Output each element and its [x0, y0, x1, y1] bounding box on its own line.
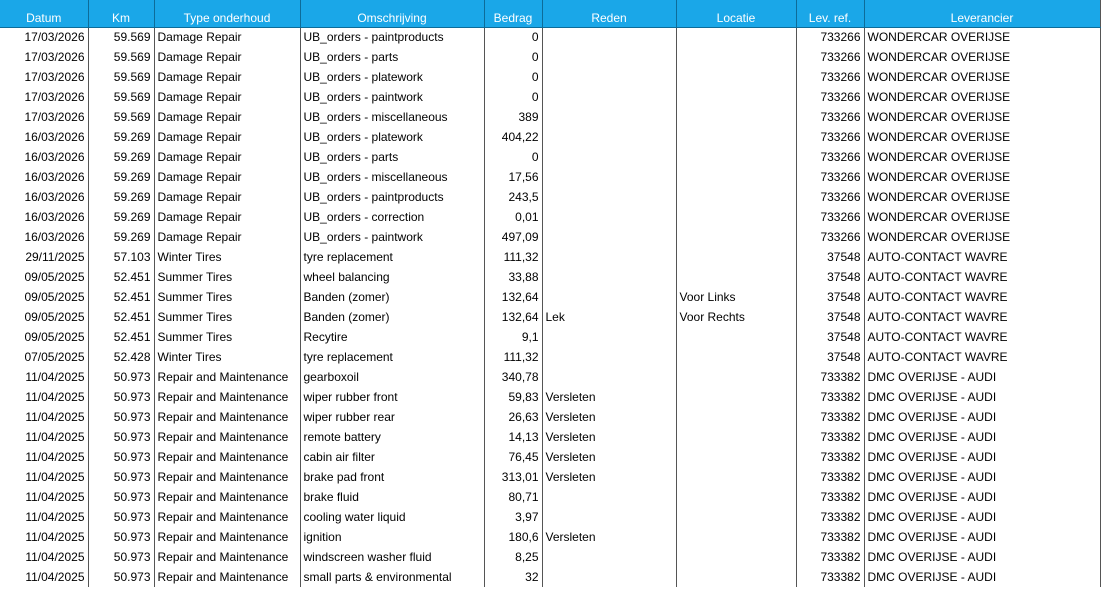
table-row[interactable]: [0, 327, 1100, 347]
cell-km[interactable]: 59.269: [88, 127, 154, 147]
cell-datum[interactable]: 17/03/2026: [0, 107, 88, 127]
cell-bedrag[interactable]: 0: [484, 27, 542, 47]
cell-locatie[interactable]: [676, 47, 796, 67]
table-row[interactable]: [0, 47, 1100, 67]
cell-reden[interactable]: [542, 247, 676, 267]
cell-bedrag[interactable]: 17,56: [484, 167, 542, 187]
cell-bedrag[interactable]: 9,1: [484, 327, 542, 347]
cell-leverancier[interactable]: DMC OVERIJSE - AUDI: [864, 527, 1100, 547]
cell-datum[interactable]: 17/03/2026: [0, 27, 88, 47]
header-km[interactable]: Km: [88, 0, 154, 27]
cell-reden[interactable]: [542, 507, 676, 527]
cell-type-onderhoud[interactable]: Damage Repair: [154, 27, 300, 47]
cell-type-onderhoud[interactable]: Damage Repair: [154, 187, 300, 207]
cell-lev-ref[interactable]: 733266: [796, 147, 864, 167]
cell-locatie[interactable]: [676, 527, 796, 547]
table-row[interactable]: [0, 187, 1100, 207]
cell-lev-ref[interactable]: 37548: [796, 307, 864, 327]
cell-omschrijving[interactable]: gearboxoil: [300, 367, 484, 387]
cell-leverancier[interactable]: AUTO-CONTACT WAVRE: [864, 287, 1100, 307]
cell-lev-ref[interactable]: 733266: [796, 67, 864, 87]
cell-reden[interactable]: [542, 67, 676, 87]
cell-km[interactable]: 50.973: [88, 487, 154, 507]
cell-omschrijving[interactable]: cooling water liquid: [300, 507, 484, 527]
cell-leverancier[interactable]: AUTO-CONTACT WAVRE: [864, 327, 1100, 347]
header-row: [0, 0, 1100, 27]
cell-km[interactable]: 57.103: [88, 247, 154, 267]
cell-km[interactable]: 50.973: [88, 507, 154, 527]
table-row[interactable]: [0, 367, 1100, 387]
cell-omschrijving[interactable]: UB_orders - platework: [300, 127, 484, 147]
cell-reden[interactable]: [542, 327, 676, 347]
cell-locatie[interactable]: Voor Links: [676, 287, 796, 307]
cell-omschrijving[interactable]: brake fluid: [300, 487, 484, 507]
cell-omschrijving[interactable]: UB_orders - paintwork: [300, 87, 484, 107]
cell-omschrijving[interactable]: wheel balancing: [300, 267, 484, 287]
cell-datum[interactable]: 07/05/2025: [0, 347, 88, 367]
cell-leverancier[interactable]: WONDERCAR OVERIJSE: [864, 207, 1100, 227]
cell-type-onderhoud[interactable]: Damage Repair: [154, 227, 300, 247]
table-row[interactable]: [0, 527, 1100, 547]
cell-km[interactable]: 59.569: [88, 27, 154, 47]
cell-km[interactable]: 52.451: [88, 307, 154, 327]
cell-bedrag[interactable]: 132,64: [484, 307, 542, 327]
header-lev-ref[interactable]: Lev. ref.: [796, 0, 864, 27]
cell-leverancier[interactable]: AUTO-CONTACT WAVRE: [864, 307, 1100, 327]
cell-datum[interactable]: 11/04/2025: [0, 407, 88, 427]
table-row[interactable]: [0, 107, 1100, 127]
cell-leverancier[interactable]: DMC OVERIJSE - AUDI: [864, 407, 1100, 427]
cell-omschrijving[interactable]: UB_orders - miscellaneous: [300, 107, 484, 127]
cell-km[interactable]: 50.973: [88, 387, 154, 407]
cell-type-onderhoud[interactable]: Repair and Maintenance: [154, 427, 300, 447]
cell-bedrag[interactable]: 0: [484, 87, 542, 107]
cell-bedrag[interactable]: 111,32: [484, 347, 542, 367]
cell-datum[interactable]: 16/03/2026: [0, 187, 88, 207]
table-row[interactable]: [0, 567, 1100, 587]
cell-locatie[interactable]: [676, 467, 796, 487]
cell-km[interactable]: 59.269: [88, 167, 154, 187]
cell-type-onderhoud[interactable]: Winter Tires: [154, 247, 300, 267]
cell-locatie[interactable]: [676, 567, 796, 587]
cell-omschrijving[interactable]: remote battery: [300, 427, 484, 447]
cell-reden[interactable]: [542, 167, 676, 187]
cell-bedrag[interactable]: 180,6: [484, 527, 542, 547]
cell-datum[interactable]: 11/04/2025: [0, 567, 88, 587]
cell-datum[interactable]: 16/03/2026: [0, 207, 88, 227]
table-row[interactable]: [0, 307, 1100, 327]
cell-reden[interactable]: Versleten: [542, 527, 676, 547]
cell-omschrijving[interactable]: tyre replacement: [300, 247, 484, 267]
cell-km[interactable]: 50.973: [88, 567, 154, 587]
cell-bedrag[interactable]: 243,5: [484, 187, 542, 207]
cell-datum[interactable]: 17/03/2026: [0, 67, 88, 87]
cell-lev-ref[interactable]: 733382: [796, 547, 864, 567]
cell-bedrag[interactable]: 132,64: [484, 287, 542, 307]
table-row[interactable]: [0, 487, 1100, 507]
cell-lev-ref[interactable]: 733266: [796, 127, 864, 147]
cell-type-onderhoud[interactable]: Damage Repair: [154, 147, 300, 167]
cell-bedrag[interactable]: 33,88: [484, 267, 542, 287]
cell-leverancier[interactable]: AUTO-CONTACT WAVRE: [864, 267, 1100, 287]
table-row[interactable]: [0, 447, 1100, 467]
cell-bedrag[interactable]: 0: [484, 47, 542, 67]
cell-locatie[interactable]: [676, 187, 796, 207]
cell-reden[interactable]: [542, 27, 676, 47]
cell-lev-ref[interactable]: 733266: [796, 167, 864, 187]
cell-datum[interactable]: 11/04/2025: [0, 367, 88, 387]
cell-leverancier[interactable]: WONDERCAR OVERIJSE: [864, 227, 1100, 247]
cell-type-onderhoud[interactable]: Damage Repair: [154, 167, 300, 187]
cell-leverancier[interactable]: DMC OVERIJSE - AUDI: [864, 367, 1100, 387]
table-header: [0, 0, 1100, 27]
cell-reden[interactable]: [542, 87, 676, 107]
cell-omschrijving[interactable]: wiper rubber rear: [300, 407, 484, 427]
cell-lev-ref[interactable]: 37548: [796, 287, 864, 307]
cell-km[interactable]: 50.973: [88, 367, 154, 387]
cell-lev-ref[interactable]: 733382: [796, 527, 864, 547]
cell-locatie[interactable]: [676, 487, 796, 507]
cell-locatie[interactable]: [676, 367, 796, 387]
header-leverancier[interactable]: Leverancier: [864, 0, 1100, 27]
cell-omschrijving[interactable]: UB_orders - platework: [300, 67, 484, 87]
cell-reden[interactable]: [542, 147, 676, 167]
table-row[interactable]: [0, 67, 1100, 87]
cell-datum[interactable]: 09/05/2025: [0, 307, 88, 327]
header-datum[interactable]: Datum: [0, 0, 88, 27]
cell-reden[interactable]: [542, 187, 676, 207]
cell-reden[interactable]: [542, 347, 676, 367]
table-row[interactable]: [0, 407, 1100, 427]
cell-lev-ref[interactable]: 733382: [796, 407, 864, 427]
table-row[interactable]: [0, 427, 1100, 447]
cell-type-onderhoud[interactable]: Repair and Maintenance: [154, 567, 300, 587]
table-row[interactable]: [0, 507, 1100, 527]
cell-type-onderhoud[interactable]: Damage Repair: [154, 127, 300, 147]
cell-bedrag[interactable]: 32: [484, 567, 542, 587]
cell-lev-ref[interactable]: 37548: [796, 247, 864, 267]
cell-locatie[interactable]: [676, 147, 796, 167]
cell-km[interactable]: 52.451: [88, 267, 154, 287]
cell-locatie[interactable]: [676, 247, 796, 267]
cell-km[interactable]: 50.973: [88, 527, 154, 547]
cell-type-onderhoud[interactable]: Summer Tires: [154, 287, 300, 307]
cell-type-onderhoud[interactable]: Repair and Maintenance: [154, 507, 300, 527]
cell-km[interactable]: 52.451: [88, 287, 154, 307]
cell-omschrijving[interactable]: UB_orders - correction: [300, 207, 484, 227]
header-locatie[interactable]: Locatie: [676, 0, 796, 27]
cell-omschrijving[interactable]: cabin air filter: [300, 447, 484, 467]
cell-leverancier[interactable]: WONDERCAR OVERIJSE: [864, 167, 1100, 187]
cell-omschrijving[interactable]: UB_orders - paintproducts: [300, 27, 484, 47]
cell-reden[interactable]: [542, 567, 676, 587]
cell-lev-ref[interactable]: 733382: [796, 567, 864, 587]
cell-omschrijving[interactable]: UB_orders - miscellaneous: [300, 167, 484, 187]
cell-locatie[interactable]: [676, 87, 796, 107]
cell-bedrag[interactable]: 14,13: [484, 427, 542, 447]
cell-type-onderhoud[interactable]: Summer Tires: [154, 307, 300, 327]
cell-leverancier[interactable]: DMC OVERIJSE - AUDI: [864, 507, 1100, 527]
cell-km[interactable]: 52.428: [88, 347, 154, 367]
cell-omschrijving[interactable]: small parts & environmental: [300, 567, 484, 587]
cell-locatie[interactable]: [676, 347, 796, 367]
cell-lev-ref[interactable]: 733382: [796, 367, 864, 387]
cell-reden[interactable]: Versleten: [542, 387, 676, 407]
cell-bedrag[interactable]: 340,78: [484, 367, 542, 387]
cell-locatie[interactable]: [676, 407, 796, 427]
table-row[interactable]: [0, 167, 1100, 187]
cell-km[interactable]: 59.269: [88, 207, 154, 227]
cell-datum[interactable]: 16/03/2026: [0, 227, 88, 247]
header-reden[interactable]: Reden: [542, 0, 676, 27]
cell-omschrijving[interactable]: brake pad front: [300, 467, 484, 487]
cell-bedrag[interactable]: 3,97: [484, 507, 542, 527]
cell-leverancier[interactable]: WONDERCAR OVERIJSE: [864, 87, 1100, 107]
table-row[interactable]: [0, 207, 1100, 227]
cell-lev-ref[interactable]: 733382: [796, 487, 864, 507]
cell-km[interactable]: 59.569: [88, 87, 154, 107]
cell-reden[interactable]: [542, 267, 676, 287]
header-bedrag[interactable]: Bedrag: [484, 0, 542, 27]
cell-type-onderhoud[interactable]: Repair and Maintenance: [154, 467, 300, 487]
header-omschrijving[interactable]: Omschrijving: [300, 0, 484, 27]
cell-km[interactable]: 59.569: [88, 67, 154, 87]
cell-km[interactable]: 59.269: [88, 227, 154, 247]
cell-lev-ref[interactable]: 733266: [796, 27, 864, 47]
table-row[interactable]: [0, 147, 1100, 167]
cell-omschrijving[interactable]: Banden (zomer): [300, 287, 484, 307]
cell-km[interactable]: 50.973: [88, 427, 154, 447]
cell-locatie[interactable]: Voor Rechts: [676, 307, 796, 327]
cell-lev-ref[interactable]: 733266: [796, 207, 864, 227]
cell-reden[interactable]: [542, 487, 676, 507]
table-row[interactable]: [0, 127, 1100, 147]
cell-datum[interactable]: 11/04/2025: [0, 527, 88, 547]
cell-bedrag[interactable]: 313,01: [484, 467, 542, 487]
cell-locatie[interactable]: [676, 547, 796, 567]
cell-type-onderhoud[interactable]: Summer Tires: [154, 327, 300, 347]
cell-bedrag[interactable]: 59,83: [484, 387, 542, 407]
table-row[interactable]: [0, 87, 1100, 107]
cell-locatie[interactable]: [676, 327, 796, 347]
cell-leverancier[interactable]: DMC OVERIJSE - AUDI: [864, 567, 1100, 587]
cell-leverancier[interactable]: WONDERCAR OVERIJSE: [864, 127, 1100, 147]
cell-locatie[interactable]: [676, 67, 796, 87]
cell-type-onderhoud[interactable]: Damage Repair: [154, 47, 300, 67]
table-row[interactable]: [0, 287, 1100, 307]
cell-km[interactable]: 50.973: [88, 467, 154, 487]
cell-reden[interactable]: [542, 547, 676, 567]
cell-bedrag[interactable]: 404,22: [484, 127, 542, 147]
cell-km[interactable]: 52.451: [88, 327, 154, 347]
cell-reden[interactable]: [542, 127, 676, 147]
cell-leverancier[interactable]: AUTO-CONTACT WAVRE: [864, 347, 1100, 367]
cell-locatie[interactable]: [676, 267, 796, 287]
cell-omschrijving[interactable]: Recytire: [300, 327, 484, 347]
cell-leverancier[interactable]: WONDERCAR OVERIJSE: [864, 27, 1100, 47]
cell-locatie[interactable]: [676, 167, 796, 187]
cell-lev-ref[interactable]: 733266: [796, 227, 864, 247]
cell-datum[interactable]: 16/03/2026: [0, 167, 88, 187]
cell-leverancier[interactable]: WONDERCAR OVERIJSE: [864, 67, 1100, 87]
cell-reden[interactable]: [542, 47, 676, 67]
cell-reden[interactable]: Lek: [542, 307, 676, 327]
cell-omschrijving[interactable]: windscreen washer fluid: [300, 547, 484, 567]
table-row[interactable]: [0, 27, 1100, 47]
cell-lev-ref[interactable]: 733266: [796, 107, 864, 127]
cell-lev-ref[interactable]: 733382: [796, 427, 864, 447]
cell-omschrijving[interactable]: wiper rubber front: [300, 387, 484, 407]
cell-lev-ref[interactable]: 37548: [796, 267, 864, 287]
cell-leverancier[interactable]: DMC OVERIJSE - AUDI: [864, 427, 1100, 447]
cell-reden[interactable]: [542, 287, 676, 307]
table-row[interactable]: [0, 227, 1100, 247]
cell-lev-ref[interactable]: 733382: [796, 387, 864, 407]
cell-omschrijving[interactable]: ignition: [300, 527, 484, 547]
cell-leverancier[interactable]: WONDERCAR OVERIJSE: [864, 107, 1100, 127]
cell-km[interactable]: 50.973: [88, 407, 154, 427]
cell-reden[interactable]: Versleten: [542, 467, 676, 487]
cell-type-onderhoud[interactable]: Repair and Maintenance: [154, 487, 300, 507]
cell-type-onderhoud[interactable]: Damage Repair: [154, 67, 300, 87]
cell-locatie[interactable]: [676, 207, 796, 227]
table-body: [0, 27, 1100, 587]
cell-omschrijving[interactable]: tyre replacement: [300, 347, 484, 367]
cell-reden[interactable]: Versleten: [542, 447, 676, 467]
cell-datum[interactable]: 09/05/2025: [0, 287, 88, 307]
table-row[interactable]: [0, 347, 1100, 367]
cell-leverancier[interactable]: WONDERCAR OVERIJSE: [864, 187, 1100, 207]
cell-type-onderhoud[interactable]: Repair and Maintenance: [154, 387, 300, 407]
cell-omschrijving[interactable]: Banden (zomer): [300, 307, 484, 327]
cell-reden[interactable]: [542, 107, 676, 127]
cell-lev-ref[interactable]: 733382: [796, 467, 864, 487]
cell-km[interactable]: 50.973: [88, 447, 154, 467]
cell-bedrag[interactable]: 0: [484, 147, 542, 167]
cell-type-onderhoud[interactable]: Repair and Maintenance: [154, 527, 300, 547]
cell-datum[interactable]: 16/03/2026: [0, 147, 88, 167]
cell-bedrag[interactable]: 26,63: [484, 407, 542, 427]
cell-type-onderhoud[interactable]: Repair and Maintenance: [154, 367, 300, 387]
cell-datum[interactable]: 17/03/2026: [0, 47, 88, 67]
cell-bedrag[interactable]: 0,01: [484, 207, 542, 227]
cell-type-onderhoud[interactable]: Repair and Maintenance: [154, 447, 300, 467]
cell-type-onderhoud[interactable]: Damage Repair: [154, 107, 300, 127]
cell-leverancier[interactable]: DMC OVERIJSE - AUDI: [864, 547, 1100, 567]
cell-type-onderhoud[interactable]: Damage Repair: [154, 87, 300, 107]
cell-datum[interactable]: 11/04/2025: [0, 387, 88, 407]
cell-type-onderhoud[interactable]: Damage Repair: [154, 207, 300, 227]
cell-km[interactable]: 50.973: [88, 547, 154, 567]
cell-reden[interactable]: Versleten: [542, 427, 676, 447]
cell-datum[interactable]: 11/04/2025: [0, 467, 88, 487]
cell-locatie[interactable]: [676, 447, 796, 467]
cell-omschrijving[interactable]: UB_orders - parts: [300, 147, 484, 167]
cell-reden[interactable]: Versleten: [542, 407, 676, 427]
cell-lev-ref[interactable]: 733382: [796, 447, 864, 467]
cell-lev-ref[interactable]: 37548: [796, 327, 864, 347]
cell-type-onderhoud[interactable]: Repair and Maintenance: [154, 407, 300, 427]
cell-bedrag[interactable]: 76,45: [484, 447, 542, 467]
cell-reden[interactable]: [542, 367, 676, 387]
cell-datum[interactable]: 29/11/2025: [0, 247, 88, 267]
cell-leverancier[interactable]: DMC OVERIJSE - AUDI: [864, 447, 1100, 467]
cell-reden[interactable]: [542, 207, 676, 227]
cell-omschrijving[interactable]: UB_orders - parts: [300, 47, 484, 67]
cell-datum[interactable]: 09/05/2025: [0, 267, 88, 287]
table-row[interactable]: [0, 387, 1100, 407]
table-row[interactable]: [0, 467, 1100, 487]
cell-bedrag[interactable]: 8,25: [484, 547, 542, 567]
cell-locatie[interactable]: [676, 507, 796, 527]
cell-locatie[interactable]: [676, 107, 796, 127]
cell-locatie[interactable]: [676, 427, 796, 447]
cell-omschrijving[interactable]: UB_orders - paintwork: [300, 227, 484, 247]
header-type-onderhoud[interactable]: Type onderhoud: [154, 0, 300, 27]
cell-leverancier[interactable]: WONDERCAR OVERIJSE: [864, 47, 1100, 67]
table-row[interactable]: [0, 267, 1100, 287]
cell-datum[interactable]: 16/03/2026: [0, 127, 88, 147]
cell-leverancier[interactable]: DMC OVERIJSE - AUDI: [864, 487, 1100, 507]
cell-datum[interactable]: 11/04/2025: [0, 547, 88, 567]
cell-datum[interactable]: 17/03/2026: [0, 87, 88, 107]
cell-km[interactable]: 59.269: [88, 147, 154, 167]
cell-leverancier[interactable]: WONDERCAR OVERIJSE: [864, 147, 1100, 167]
cell-bedrag[interactable]: 80,71: [484, 487, 542, 507]
table-row[interactable]: [0, 547, 1100, 567]
cell-datum[interactable]: 11/04/2025: [0, 507, 88, 527]
cell-lev-ref[interactable]: 733266: [796, 87, 864, 107]
cell-datum[interactable]: 11/04/2025: [0, 447, 88, 467]
cell-bedrag[interactable]: 0: [484, 67, 542, 87]
cell-lev-ref[interactable]: 37548: [796, 347, 864, 367]
cell-km[interactable]: 59.269: [88, 187, 154, 207]
cell-type-onderhoud[interactable]: Repair and Maintenance: [154, 547, 300, 567]
cell-bedrag[interactable]: 497,09: [484, 227, 542, 247]
cell-bedrag[interactable]: 389: [484, 107, 542, 127]
cell-locatie[interactable]: [676, 127, 796, 147]
cell-datum[interactable]: 09/05/2025: [0, 327, 88, 347]
cell-locatie[interactable]: [676, 27, 796, 47]
cell-km[interactable]: 59.569: [88, 107, 154, 127]
cell-bedrag[interactable]: 111,32: [484, 247, 542, 267]
cell-type-onderhoud[interactable]: Winter Tires: [154, 347, 300, 367]
cell-type-onderhoud[interactable]: Summer Tires: [154, 267, 300, 287]
cell-reden[interactable]: [542, 227, 676, 247]
cell-omschrijving[interactable]: UB_orders - paintproducts: [300, 187, 484, 207]
table-row[interactable]: [0, 247, 1100, 267]
cell-datum[interactable]: 11/04/2025: [0, 427, 88, 447]
cell-locatie[interactable]: [676, 227, 796, 247]
cell-lev-ref[interactable]: 733266: [796, 187, 864, 207]
cell-km[interactable]: 59.569: [88, 47, 154, 67]
cell-leverancier[interactable]: DMC OVERIJSE - AUDI: [864, 387, 1100, 407]
cell-datum[interactable]: 11/04/2025: [0, 487, 88, 507]
cell-locatie[interactable]: [676, 387, 796, 407]
cell-leverancier[interactable]: DMC OVERIJSE - AUDI: [864, 467, 1100, 487]
cell-lev-ref[interactable]: 733382: [796, 507, 864, 527]
cell-leverancier[interactable]: AUTO-CONTACT WAVRE: [864, 247, 1100, 267]
cell-lev-ref[interactable]: 733266: [796, 47, 864, 67]
